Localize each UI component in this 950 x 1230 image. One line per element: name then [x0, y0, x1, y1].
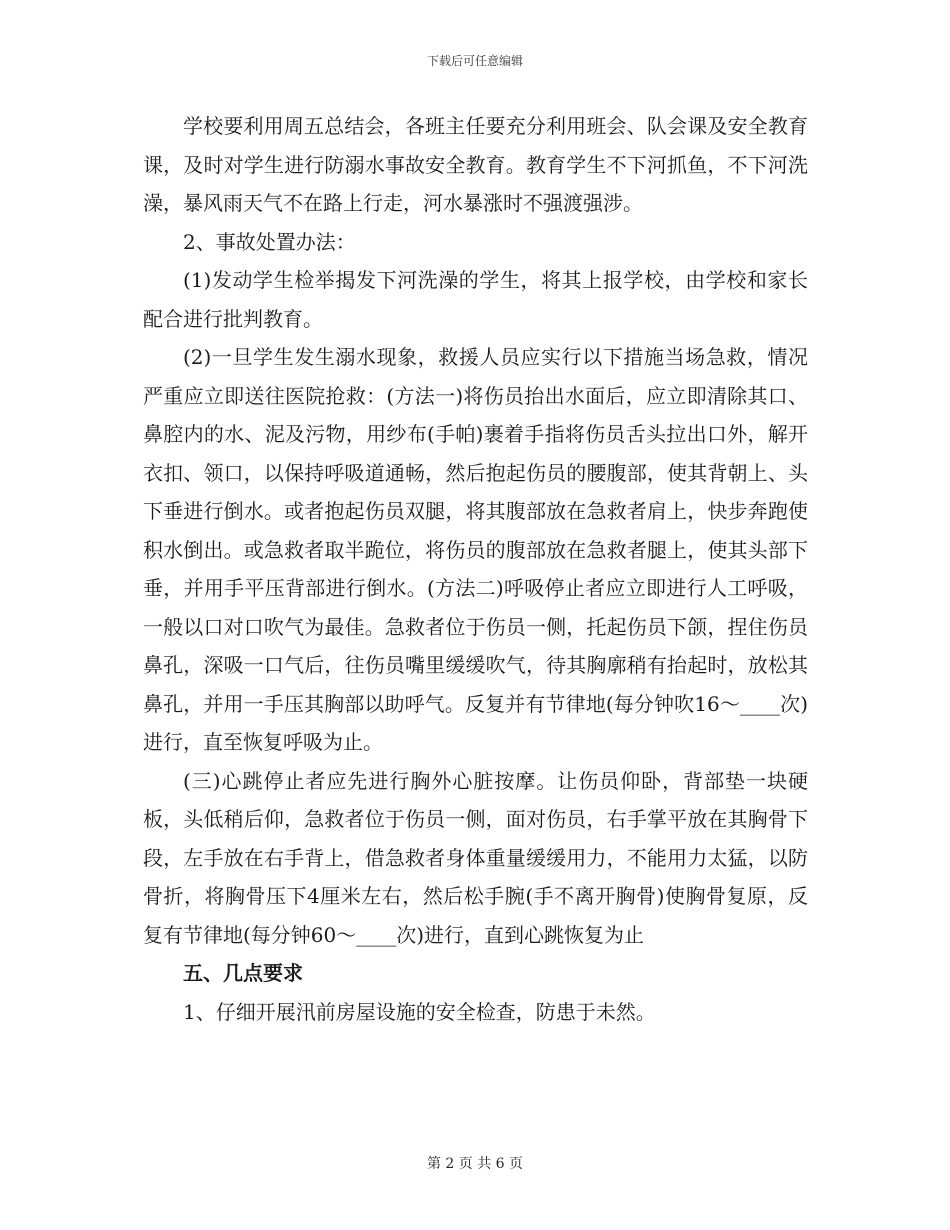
paragraph-measure-1: (1)发动学生检举揭发下河洗澡的学生，将其上报学校，由学校和家长配合进行批判教育。 — [143, 268, 808, 331]
page-number: 第 2 页 共 6 页 — [426, 1156, 524, 1172]
document-body — [143, 107, 808, 1031]
page-header-note: 下载后可任意编辑 — [426, 54, 523, 68]
section-heading-requirements: 五、几点要求 — [183, 961, 303, 985]
paragraph-accident-handling-title: 2、事故处置办法： — [183, 229, 356, 254]
paragraph-requirement-1: 1、仔细开展汛前房屋设施的安全检查，防患于未然。 — [183, 999, 656, 1024]
paragraph-safety-education: 学校要利用周五总结会，各班主任要充分利用班会、队会课及安全教育课，及时对学生进行防溺水事故安全教育。教育学生不下河抓鱼，不下河洗澡，暴风雨天气不在路上行走，河水暴涨时不强渡强涉。 — [143, 114, 808, 215]
paragraph-measure-2: (2)一旦学生发生溺水现象，救援人员应实行以下措施当场急救，情况严重应立即送往医院抢救：(方法一)将伤员抬出水面后，应立即清除其口、鼻腔内的水、泥及污物，用纱布(手帕)裹着手指将伤员舌头拉出口外，解开衣扣、领口，以保持呼吸道通畅，然后抱起伤员的腰腹部，使其背朝上、头下垂进行倒水。或者抱起伤员双腿，将其腹部放在急救者肩上，快步奔跑使积水倒出。或急救者取半跪位，将伤员的腹部放在急救者腿上，使其头部下垂，并用手平压背部进行倒水。(方法二)呼吸停止者应立即进行人工呼吸，一般以口对口吹气为最佳。急救者位于伤员一侧，托起伤员下颌，捏住伤员鼻孔，深吸一口气后，往伤员嘴里缓缓吹气，待其胸廓稍有抬起时，放松其鼻孔，并用一手压其胸部以助呼气。反复并有节律地(每分钟吹16～____次)进行，直至恢复呼吸为止。 — [143, 345, 808, 754]
paragraph-method-3: (三)心跳停止者应先进行胸外心脏按摩。让伤员仰卧，背部垫一块硬板，头低稍后仰，急救者位于伤员一侧，面对伤员，右手掌平放在其胸骨下段，左手放在右手背上，借急救者身体重量缓缓用力，不能用力太猛，以防骨折，将胸骨压下4厘米左右，然后松手腕(手不离开胸骨)使胸骨复原，反复有节律地(每分钟60～____次)进行，直到心跳恢复为止 — [143, 768, 808, 947]
